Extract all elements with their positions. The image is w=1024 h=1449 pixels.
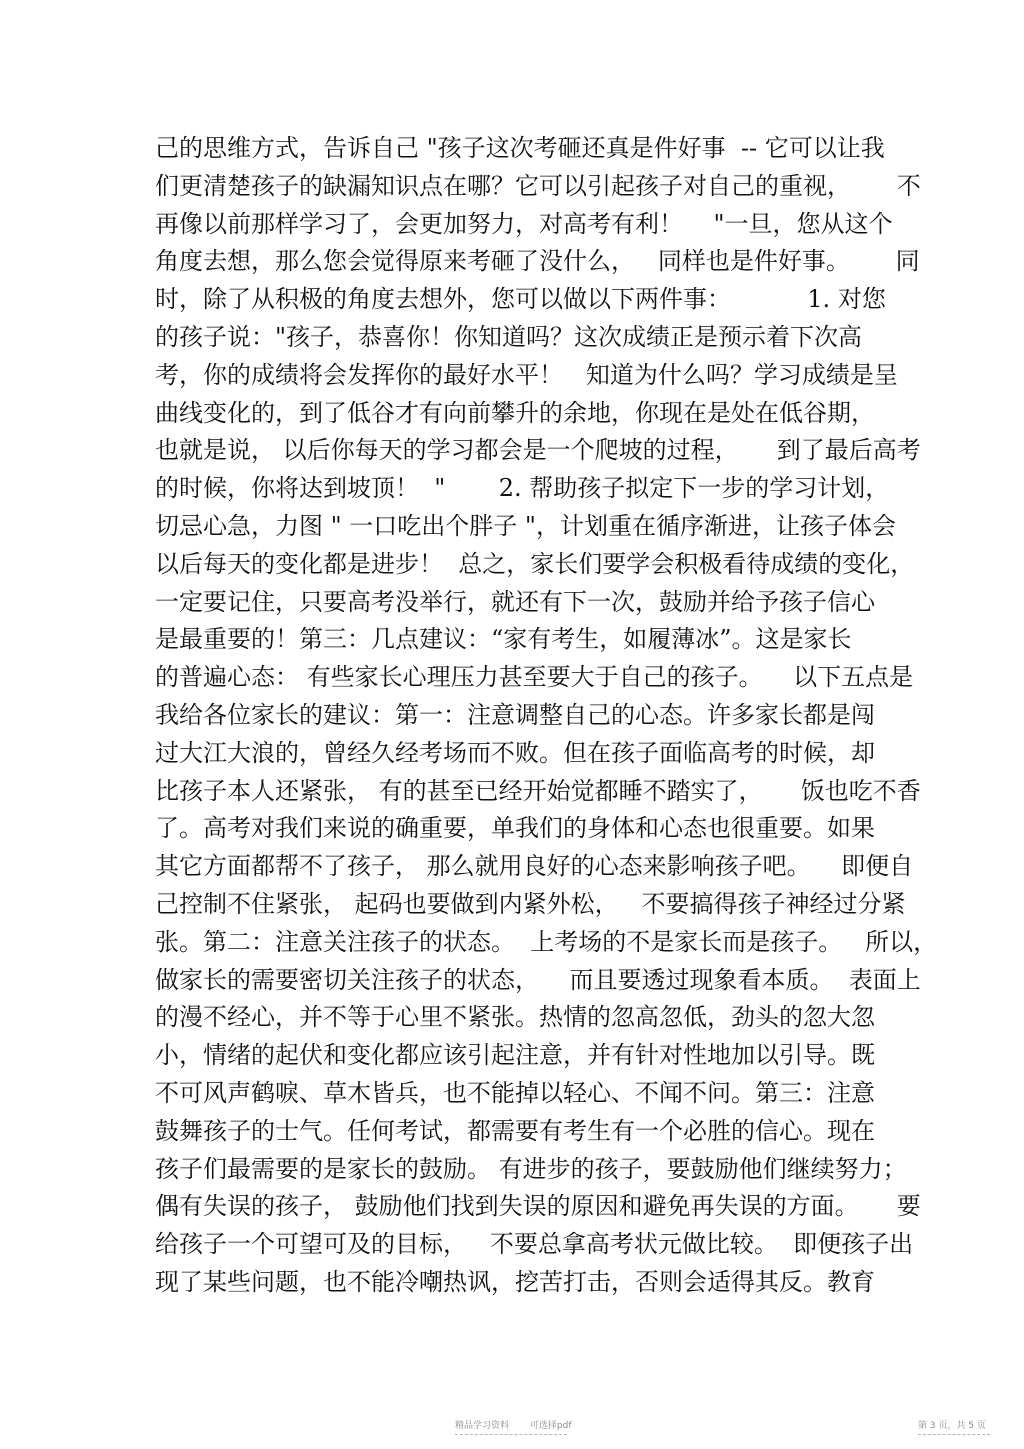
text-line: 鼓舞孩子的士气。任何考试，都需要有考生有一个必胜的信心。现在 xyxy=(155,1116,875,1145)
text-line: 我给各位家长的建议：第一：注意调整自己的心态。许多家长都是闯 xyxy=(155,700,875,729)
text-line: 再像以前那样学习了，会更加努力，对高考有利！ "一旦，您从这个 xyxy=(155,209,893,238)
text-line: 过大江大浪的，曾经久经考场而不败。但在孩子面临高考的时候，却 xyxy=(155,738,875,767)
text-line: 的孩子说："孩子，恭喜你！你知道吗？这次成绩正是预示着下次高 xyxy=(155,322,863,351)
text-line: 们更清楚孩子的缺漏知识点在哪？它可以引起孩子对自己的重视， 不 xyxy=(155,171,921,200)
text-line: 曲线变化的，到了低谷才有向前攀升的余地，你现在是处在低谷期， xyxy=(155,398,875,427)
text-line: 是最重要的！第三：几点建议：“家有考生，如履薄冰”。这是家长 xyxy=(155,625,852,654)
footer-label-study: 精品学习资料 xyxy=(455,1421,510,1431)
text-line: 己控制不住紧张， 起码也要做到内紧外松， 不要搞得孩子神经过分紧 xyxy=(155,889,906,918)
footer-watermark xyxy=(455,1418,590,1431)
text-line: 比孩子本人还紧张， 有的甚至已经开始觉都睡不踏实了， 饭也吃不香 xyxy=(155,776,921,805)
text-line: 孩子们最需要的是家长的鼓励。 有进步的孩子，要鼓励他们继续努力； xyxy=(155,1154,907,1183)
document-body xyxy=(155,130,938,1302)
text-line: 己的思维方式，告诉自己 "孩子这次考砸还真是件好事 -- 它可以让我 xyxy=(155,134,885,162)
text-line: 也就是说， 以后你每天的学习都会是一个爬坡的过程， 到了最后高考 xyxy=(155,436,921,465)
footer-divider xyxy=(455,1434,567,1435)
text-line: 给孩子一个可望可及的目标， 不要总拿高考状元做比较。 即便孩子出 xyxy=(155,1230,914,1259)
text-line: 考，你的成绩将会发挥你的最好水平！ 知道为什么吗？学习成绩是呈 xyxy=(155,360,898,389)
text-line: 切忌心急，力图 " 一口吃出个胖子 "，计划重在循序渐进，让孩子体会 xyxy=(155,511,896,540)
footer-label-pdf: 可选择pdf xyxy=(529,1421,572,1431)
footer-divider xyxy=(918,1434,990,1435)
text-line: 偶有失误的孩子， 鼓励他们找到失误的原因和避免再失误的方面。 要 xyxy=(155,1192,921,1221)
text-line: 现了某些问题，也不能冷嘲热讽，挖苦打击，否则会适得其反。教育 xyxy=(155,1267,875,1296)
text-line: 了。高考对我们来说的确重要，单我们的身体和心态也很重要。如果 xyxy=(155,814,875,843)
text-line: 一定要记住，只要高考没举行，就还有下一次，鼓励并给予孩子信心 xyxy=(155,587,875,616)
page-number: 第 3 页，共 5 页 xyxy=(918,1421,986,1431)
text-line: 时，除了从积极的角度去想外，您可以做以下两件事： 1. 对您 xyxy=(155,285,886,314)
text-line: 的普遍心态： 有些家长心理压力甚至要大于自己的孩子。 以下五点是 xyxy=(155,663,914,692)
text-line: 不可风声鹤唳、草木皆兵，也不能掉以轻心、不闻不问。第三：注意 xyxy=(155,1078,875,1107)
text-line: 做家长的需要密切关注孩子的状态， 而且要透过现象看本质。 表面上 xyxy=(155,965,921,994)
text-line: 的时候，你将达到坡顶！ " 2. 帮助孩子拟定下一步的学习计划， xyxy=(155,474,890,503)
text-line: 张。第二：注意关注孩子的状态。 上考场的不是家长而是孩子。 所以， xyxy=(155,927,938,956)
text-line: 的漫不经心，并不等于心里不紧张。热情的忽高忽低，劲头的忽大忽 xyxy=(155,1003,875,1032)
page-footer xyxy=(0,1418,1024,1438)
text-line: 角度去想，那么您会觉得原来考砸了没什么， 同样也是件好事。 同 xyxy=(155,247,920,276)
text-line: 其它方面都帮不了孩子， 那么就用良好的心态来影响孩子吧。 即便自 xyxy=(155,852,914,881)
text-line: 以后每天的变化都是进步！ 总之，家长们要学会积极看待成绩的变化， xyxy=(155,549,915,578)
text-line: 小，情绪的起伏和变化都应该引起注意，并有针对性地加以引导。既 xyxy=(155,1041,875,1070)
